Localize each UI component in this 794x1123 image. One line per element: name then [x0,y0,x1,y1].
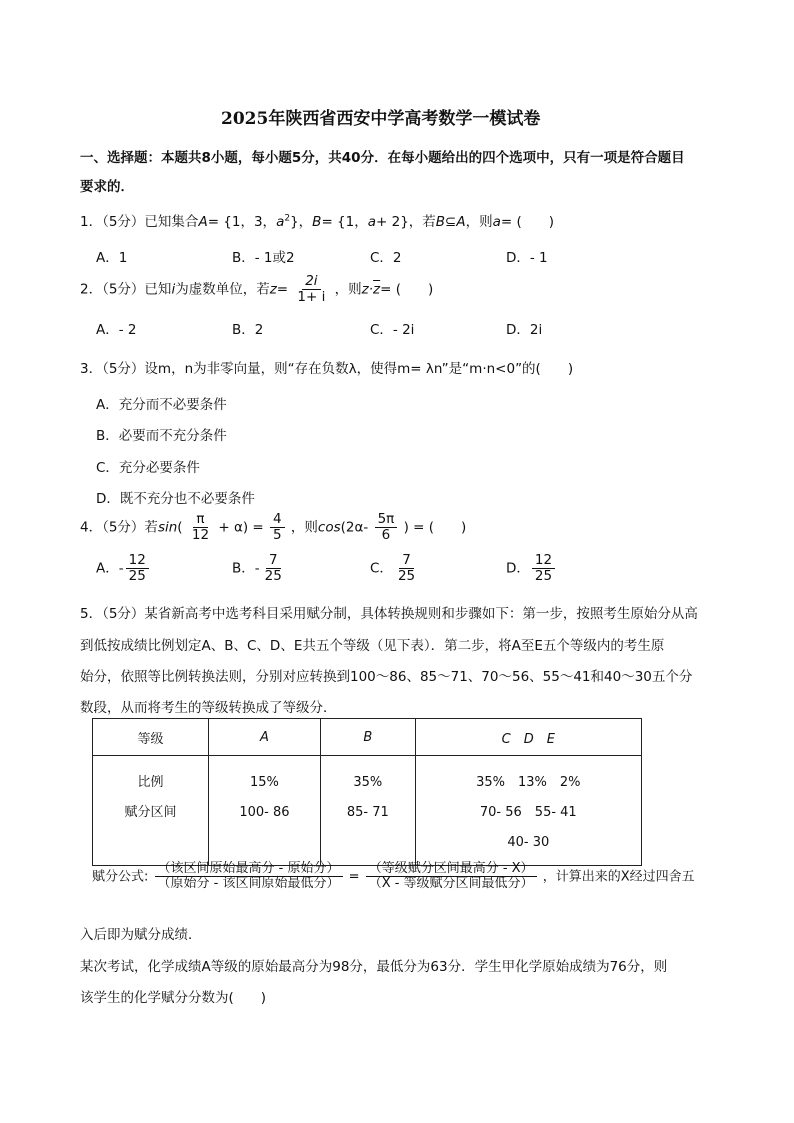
question-5-para-4: 数段，从而将考生的等级转换成了等级分． [80,700,337,716]
grade-table [92,718,642,866]
table-header-cde: C D E [415,719,641,756]
table-header-a: A [208,719,320,756]
section-heading-line2: 要求的． [80,179,134,195]
question-3-option-b[interactable]: B．必要而不充分条件 [96,428,227,444]
question-4-option-a[interactable]: A．- $\frac{12}{25}$ [96,553,151,584]
question-2-fraction: $\frac{2i}{1+ i}$ [297,273,326,305]
question-2-option-a[interactable]: A．- 2 [96,322,137,338]
question-2-option-c[interactable]: C．- 2i [370,322,415,338]
question-4-option-d[interactable]: D． $\frac{12}{25}$ [506,553,557,584]
question-3-stem: 3．（5分）设m，n为非零向量，则“存在负数λ，使得m= λn”是“m·n<0”的( ) [80,361,574,377]
question-5-para-2: 到低按成绩比例划定A、B、C、D、E共五个等级（见下表）．第二步，将A至E五个等级内的考生原 [80,638,665,654]
question-1-option-a[interactable]: A．1 [96,250,128,266]
question-1-option-c[interactable]: C．2 [370,250,402,266]
question-5-para-3: 始分，依照等比例转换法则，分别对应转换到100～86、85～71、70～56、55～41和40～30五个分 [80,669,693,685]
question-2-stem: 2．（5分）已知i为虚数单位，若z= $\frac{2i}{1+ i}$ ，则$z\cdot\overline{z}=$ ( ) [80,273,434,305]
question-1-option-d[interactable]: D．- 1 [506,250,548,266]
table-cell-b: 35% 85- 71 [320,756,415,866]
table-cell-cde: 35% 13% 2% 70- 56 55- 41 40- 30 [415,756,641,866]
question-5-para-6: 某次考试，化学成绩A等级的原始最高分为98分，最低分为63分．学生甲化学原始成绩为76分，则 [80,959,668,975]
question-3-option-c[interactable]: C．充分必要条件 [96,460,200,476]
question-3-option-d[interactable]: D．既不充分也不必要条件 [96,491,255,507]
page-title: 2025年陕西省西安中学高考数学一模试卷 [221,109,541,129]
question-4-option-b[interactable]: B．- $\frac{7}{25}$ [232,552,282,584]
table-header-grade: 等级 [93,719,209,756]
score-formula: 赋分公式: $\frac{\text{（该区间原始最高分 - 原始分）}}{\text{（原始分 - 该区间原始最低分）}}$ = $\frac{\text{（等级赋分区间最高分 - X）}}{\text{（X - 等级赋分区间最低分）}}$ ，计算出来的X经过四舍五 [92,861,695,892]
question-3-option-a[interactable]: A．充分而不必要条件 [96,397,227,413]
question-2-option-b[interactable]: B．2 [232,322,264,338]
question-4-option-c[interactable]: C． $\frac{7}{25}$ [370,552,416,584]
table-cell-a: 15% 100- 86 [208,756,320,866]
question-2-option-d[interactable]: D．2i [506,322,543,338]
question-1-stem: 1．（5分）已知集合A= {1，3，$a^2$}，B= {1，a+ 2}，若B⊆A，则a= ( ) [80,213,555,230]
table-cell-labels: 比例 赋分区间 [93,756,209,866]
question-5-para-7: 该学生的化学赋分分数为( ) [80,990,267,1006]
question-5-para-1: 5．（5分）某省新高考中选考科目采用赋分制，具体转换规则和步骤如下：第一步，按照考生原始分从高 [80,606,698,622]
section-heading-line1: 一、选择题：本题共8小题，每小题5分，共40分．在每小题给出的四个选项中，只有一项是符合题目 [80,150,685,166]
question-5-para-5: 入后即为赋分成绩． [80,927,202,943]
question-4-stem: 4．（5分）若sin( $\frac{\pi}{12}$ + α) = $\frac{4}{5}$ ，则cos(2α- $\frac{5\pi}{6}$ ) = ( ) [80,511,467,543]
question-1-option-b[interactable]: B．- 1或2 [232,250,295,266]
table-header-b: B [320,719,415,756]
